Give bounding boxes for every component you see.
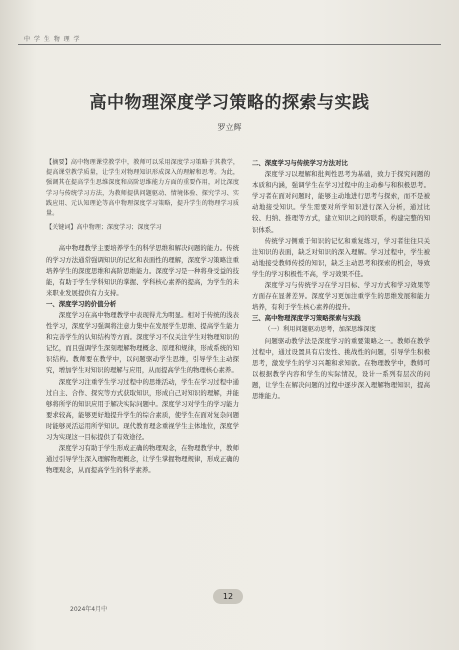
paragraph: 传统学习侧重于知识的记忆和重复练习，学习者往往只关注知识的表面，缺乏对知识的深入理解。学习过程中，学生被动地接受教师传授的知识，缺乏主动思考和探索的机会，导致学生的学习积极性不高，学习效果不佳。 xyxy=(252,236,430,278)
running-header xyxy=(18,34,441,44)
paragraph: 问题驱动教学法是深度学习的重要策略之一。教师在教学过程中，通过设置具有启发性、挑战性的问题，引导学生积极思考，激发学生的学习兴趣和求知欲。在物理教学中，教师可以根据教学内容和学生的实际情况，设计一系列有层次的问题，让学生在解决问题的过程中逐步深入理解物理知识，提高思维能力。 xyxy=(252,336,430,400)
abstract-text: 高中物理课堂教学中，教师可以采用深度学习策略于其教学，提高课堂教学质量，让学生对物理知识形成深入的理解和思考。为此，强调其在提高学生思维深度和高阶思维能力方面的重要作用，对比深度学习与传统学习方法，为教师提供问题驱动、情境体验、探究学习、实践应用、元认知理论等高中物理深度学习策略，提升学生的物理学习质量。 xyxy=(46,159,240,218)
section-heading: （一）利用问题驱动思考，加深思维深度 xyxy=(264,326,376,334)
keywords-label: 【关键词】 xyxy=(46,224,77,232)
abstract xyxy=(46,158,239,219)
left-column xyxy=(46,158,239,476)
abstract-label: 【摘要】 xyxy=(46,159,71,166)
paragraph: 深度学习在高中物理教学中表现得尤为明显。相对于传统的浅表性学习，深度学习强调将注意力集中在发展学生思维、提高学生能力和完善学生的认知结构等方面。深度学习不仅关注学生对物理知识的记忆，而且强调学生深刻理解物理概念、原理和规律，形成系统的知识结构。教师要在教学中，以问题驱动学生思维，引导学生主动探究，增加学生对知识的理解与应用，从而提高学生的物理核心素养。 xyxy=(46,310,239,375)
paragraph: 高中物理教学主要培养学生的科学思维和解决问题的能力。传统的学习方法通常强调知识的记忆和表面性的理解，深度学习策略注重培养学生的深度思维和高阶思维能力。深度学习是一种将身受益的技能，有助于学生学科知识的掌握、学科核心素养的提高，为学生的未来职业发展提供有力支持。 xyxy=(46,244,239,297)
journal-name: 中 学 生 物 理 学 xyxy=(24,36,81,43)
keywords xyxy=(46,223,239,233)
article-title: 高中物理深度学习策略的探索与实践 xyxy=(89,93,370,113)
paragraph: 深度学习注重学生学习过程中的思维活动，学生在学习过程中通过自主、合作、探究等方式获取知识，形成自己对知识的理解，并能够将所学的知识应用于解决实际问题中。深度学习对学生的学习能力要求较高，能够更好地提升学生的综合素质，使学生在面对复杂问题时能够灵活运用所学知识。现代教育理念重视学生主体地位，深度学习为实现这一目标提供了有效途径。 xyxy=(46,377,239,442)
keywords-text: 高中物理；深度学习；深度学习 xyxy=(76,224,162,232)
paragraph: 深度学习与传统学习在学习目标、学习方式和学习效果等方面存在显著差异。深度学习更加注重学生的思维发展和能力培养，有利于学生核心素养的提升。 xyxy=(252,281,430,312)
issue-date: 2024年4月中 xyxy=(70,606,108,613)
page-number: 12 xyxy=(213,589,243,604)
paragraph: 深度学习以理解和批判性思考为基础，致力于探究问题的本质和内涵，强调学生在学习过程中的主动参与和积极思考。学习者在面对问题时，能够主动地进行思考与探索，而不是被动地接受知识。学生需要对所学知识进行深入分析，通过比较、归纳、推理等方式，建立知识之间的联系，构建完整的知识体系。 xyxy=(252,170,430,234)
section-heading: 三、高中物理深度学习策略探索与实践 xyxy=(252,314,361,323)
right-column xyxy=(252,158,430,402)
paragraph: 深度学习有助于学生形成正确的物理观念，在物理教学中，教师通过引导学生深入理解物理概念，让学生掌握物理规律，形成正确的物理观念，从而提高学生的科学素养。 xyxy=(46,444,239,475)
header-rule xyxy=(18,44,441,45)
right-body xyxy=(252,158,430,402)
article-author: 罗立辉 xyxy=(217,123,242,132)
section-heading: 一、深度学习的价值分析 xyxy=(46,299,117,308)
left-body xyxy=(46,243,239,476)
section-heading: 二、深度学习与传统学习方法对比 xyxy=(252,159,348,167)
